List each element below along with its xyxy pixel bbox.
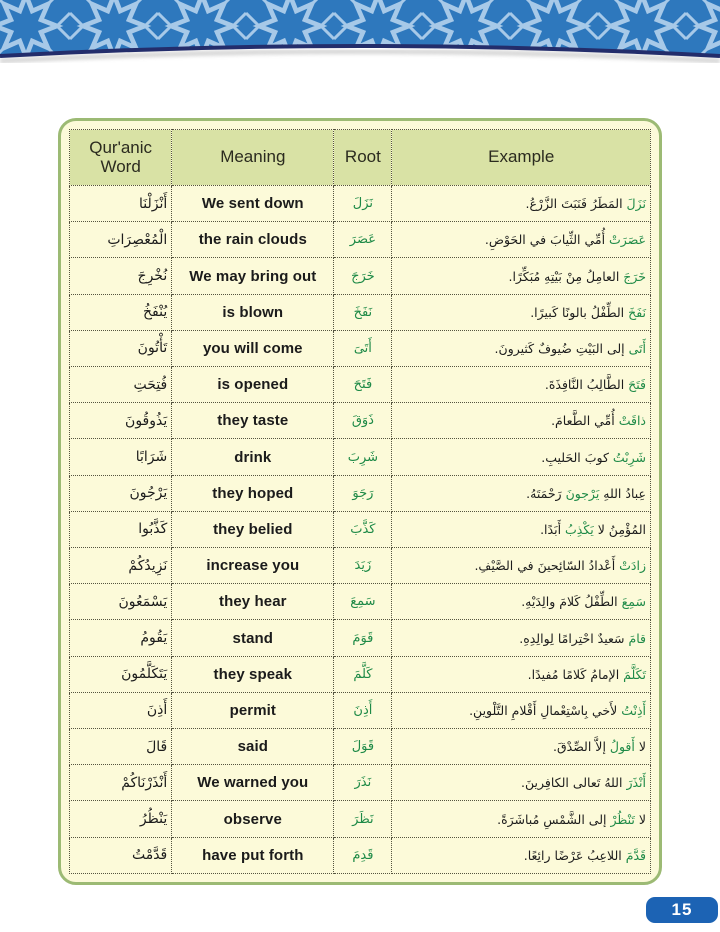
- root-cell: عَصَرَ: [334, 222, 392, 258]
- quranic-word-cell: نَزِيدُكُمْ: [70, 548, 172, 584]
- islamic-pattern-banner: [0, 0, 720, 78]
- root-cell: نَذَرَ: [334, 765, 392, 801]
- example-verb-text: أَذِنْتُ: [621, 702, 646, 718]
- vocabulary-card: [58, 118, 662, 885]
- example-verb-text: شَرِبْتُ: [612, 449, 646, 465]
- meaning-cell: said: [172, 729, 334, 765]
- example-post-text: لأَخي بِاسْتِعْمالِ أَقْلامِ التَّلْوينِ.: [469, 702, 622, 718]
- quranic-word-cell: يَنْظُرُ: [70, 801, 172, 837]
- example-verb-text: ذاقَتْ: [618, 413, 646, 429]
- root-cell: قَدِمَ: [334, 837, 392, 873]
- example-verb-text: يَكْذِبُ: [565, 521, 594, 537]
- quranic-word-cell: أَنْزَلْنَا: [70, 186, 172, 222]
- meaning-cell: the rain clouds: [172, 222, 334, 258]
- table-row: [70, 584, 651, 620]
- table-row: [70, 548, 651, 584]
- table-row: [70, 620, 651, 656]
- example-cell: [392, 222, 651, 258]
- table-row: [70, 765, 651, 801]
- example-post-text: الطَّالِبُ النَّافِذَةَ.: [544, 377, 629, 393]
- root-cell: شَرِبَ: [334, 439, 392, 475]
- example-cell: [392, 439, 651, 475]
- example-cell: [392, 837, 651, 873]
- table-row: [70, 222, 651, 258]
- example-post-text: أُمِّي الثِّيابَ في الحَوْضِ.: [484, 232, 610, 248]
- table-row: [70, 801, 651, 837]
- example-verb-text: عَصَرَتْ: [609, 232, 646, 248]
- root-cell: أَتَىَ: [334, 330, 392, 366]
- vocab-table-header: [70, 130, 651, 186]
- table-row: [70, 330, 651, 366]
- example-post-text: الإمامُ كَلامًا مُفيدًا.: [527, 666, 624, 682]
- meaning-cell: increase you: [172, 548, 334, 584]
- example-post-text: الطِّفْلُ بالونًا كَبيرًا.: [530, 304, 629, 320]
- root-cell: نَفَخَ: [334, 294, 392, 330]
- meaning-cell: you will come: [172, 330, 334, 366]
- quranic-word-cell: تَأْتُونَ: [70, 330, 172, 366]
- table-row: [70, 511, 651, 547]
- example-cell: [392, 620, 651, 656]
- root-cell: نَظَرَ: [334, 801, 392, 837]
- root-cell: كَذَّبَ: [334, 511, 392, 547]
- example-cell: [392, 475, 651, 511]
- meaning-cell: We may bring out: [172, 258, 334, 294]
- quranic-word-cell: أَنْذَرْنَاكُمْ: [70, 765, 172, 801]
- example-verb-text: أَنْذَرَ: [626, 775, 646, 791]
- table-row: [70, 186, 651, 222]
- header-row: [70, 130, 651, 186]
- table-row: [70, 475, 651, 511]
- example-post-text: أُمِّي الطَّعامَ.: [551, 413, 619, 429]
- meaning-cell: they belied: [172, 511, 334, 547]
- example-post-text: الطِّفْلُ كَلامَ والِدَيْهِ.: [521, 594, 622, 610]
- quranic-word-cell: كَذَّبُوا: [70, 511, 172, 547]
- quranic-word-cell: قَالَ: [70, 729, 172, 765]
- root-cell: كَلَّمَ: [334, 656, 392, 692]
- table-row: [70, 837, 651, 873]
- meaning-cell: drink: [172, 439, 334, 475]
- quranic-word-cell: أَذِنَ: [70, 692, 172, 728]
- quranic-word-cell: قَدَّمْتُ: [70, 837, 172, 873]
- root-cell: قَوَلَ: [334, 729, 392, 765]
- example-verb-text: قامَ: [628, 630, 646, 646]
- quranic-word-cell: نُخْرِجَ: [70, 258, 172, 294]
- table-row: [70, 729, 651, 765]
- header-example: Example: [392, 130, 651, 186]
- quranic-word-cell: فُتِحَتِ: [70, 367, 172, 403]
- example-cell: [392, 801, 651, 837]
- root-cell: نَزَلَ: [334, 186, 392, 222]
- meaning-cell: is opened: [172, 367, 334, 403]
- root-cell: رَجَوَ: [334, 475, 392, 511]
- page-number: 15: [671, 900, 693, 919]
- example-verb-text: نَزَلَ: [626, 196, 646, 212]
- example-post-text: المَطَرُ فَنَبَتَ الزَّرْعُ.: [525, 196, 627, 212]
- meaning-cell: We warned you: [172, 765, 334, 801]
- example-post-text: أَبَدًا.: [540, 521, 566, 537]
- example-cell: [392, 729, 651, 765]
- example-cell: [392, 548, 651, 584]
- example-cell: [392, 186, 651, 222]
- example-verb-text: قَدَّمَ: [625, 847, 646, 863]
- meaning-cell: they taste: [172, 403, 334, 439]
- meaning-cell: they hoped: [172, 475, 334, 511]
- vocabulary-table: [69, 129, 651, 874]
- table-row: [70, 403, 651, 439]
- quranic-word-cell: يَسْمَعُونَ: [70, 584, 172, 620]
- example-cell: [392, 294, 651, 330]
- meaning-cell: have put forth: [172, 837, 334, 873]
- meaning-cell: stand: [172, 620, 334, 656]
- example-cell: [392, 511, 651, 547]
- root-cell: أَذِنَ: [334, 692, 392, 728]
- header-root: Root: [334, 130, 392, 186]
- meaning-cell: is blown: [172, 294, 334, 330]
- example-post-text: إلاَّ الصِّدْقَ.: [552, 739, 610, 755]
- example-post-text: كوبَ الحَليبِ.: [541, 449, 613, 465]
- example-cell: [392, 330, 651, 366]
- example-cell: [392, 692, 651, 728]
- root-cell: قَوَمَ: [334, 620, 392, 656]
- quranic-word-cell: الْمُعْصِرَاتِ: [70, 222, 172, 258]
- example-verb-text: يَرْجونَ: [565, 485, 600, 501]
- table-row: [70, 258, 651, 294]
- example-cell: [392, 403, 651, 439]
- example-verb-text: أَتَى: [628, 340, 646, 356]
- example-post-text: العامِلُ مِنْ بَيْتِهِ مُبَكِّرًا.: [508, 268, 624, 284]
- vocab-table-body: [70, 186, 651, 874]
- quranic-word-cell: شَرَابًا: [70, 439, 172, 475]
- meaning-cell: We sent down: [172, 186, 334, 222]
- page-number-badge: [646, 897, 718, 923]
- example-post-text: إلى الشَّمْسِ مُباشَرَةً.: [497, 811, 611, 827]
- table-row: [70, 439, 651, 475]
- meaning-cell: they speak: [172, 656, 334, 692]
- example-pre-text: لا: [634, 811, 646, 827]
- example-cell: [392, 258, 651, 294]
- example-cell: [392, 584, 651, 620]
- example-verb-text: فَتَحَ: [628, 377, 646, 393]
- example-cell: [392, 367, 651, 403]
- header-quranic-word: Qur'anic Word: [70, 130, 172, 186]
- root-cell: سَمِعَ: [334, 584, 392, 620]
- root-cell: ذَوَقَ: [334, 403, 392, 439]
- quranic-word-cell: يَذُوقُونَ: [70, 403, 172, 439]
- quranic-word-cell: يَقُومُ: [70, 620, 172, 656]
- example-pre-text: لا: [634, 739, 646, 755]
- example-verb-text: أَقولُ: [609, 739, 635, 755]
- example-post-text: أَعْدادُ السّائِحينَ في الصَّيْفِ.: [474, 558, 620, 574]
- example-post-text: سَعيدٌ احْتِرامًا لِوالِدِهِ.: [519, 630, 629, 646]
- example-verb-text: تَنْظُرْ: [610, 811, 635, 827]
- table-row: [70, 656, 651, 692]
- example-post-text: رَحْمَتَهُ.: [526, 485, 566, 501]
- table-row: [70, 367, 651, 403]
- root-cell: فَتَحَ: [334, 367, 392, 403]
- example-verb-text: سَمِعَ: [621, 594, 646, 610]
- example-verb-text: نَفَخَ: [628, 304, 646, 320]
- example-post-text: اللاعِبُ عَرْضًا رائِعًا.: [523, 847, 626, 863]
- meaning-cell: they hear: [172, 584, 334, 620]
- example-post-text: اللهُ تَعالى الكافِرينَ.: [521, 775, 627, 791]
- header-meaning: Meaning: [172, 130, 334, 186]
- table-row: [70, 294, 651, 330]
- example-verb-text: خَرَجَ: [623, 268, 646, 284]
- meaning-cell: observe: [172, 801, 334, 837]
- quranic-word-cell: يَرْجُونَ: [70, 475, 172, 511]
- example-verb-text: تَكَلَّمَ: [623, 666, 646, 682]
- example-post-text: إلى البَيْتِ ضُيوفٌ كَثيرونَ.: [494, 340, 629, 356]
- example-cell: [392, 656, 651, 692]
- example-pre-text: عِبادُ اللهِ: [599, 485, 646, 501]
- root-cell: زَيَدَ: [334, 548, 392, 584]
- root-cell: خَرَجَ: [334, 258, 392, 294]
- example-cell: [392, 765, 651, 801]
- example-verb-text: زادَتْ: [619, 558, 646, 574]
- quranic-word-cell: يُنْفَخُ: [70, 294, 172, 330]
- example-pre-text: المُؤْمِنُ لا: [593, 521, 646, 537]
- meaning-cell: permit: [172, 692, 334, 728]
- table-row: [70, 692, 651, 728]
- quranic-word-cell: يَتَكَلَّمُونَ: [70, 656, 172, 692]
